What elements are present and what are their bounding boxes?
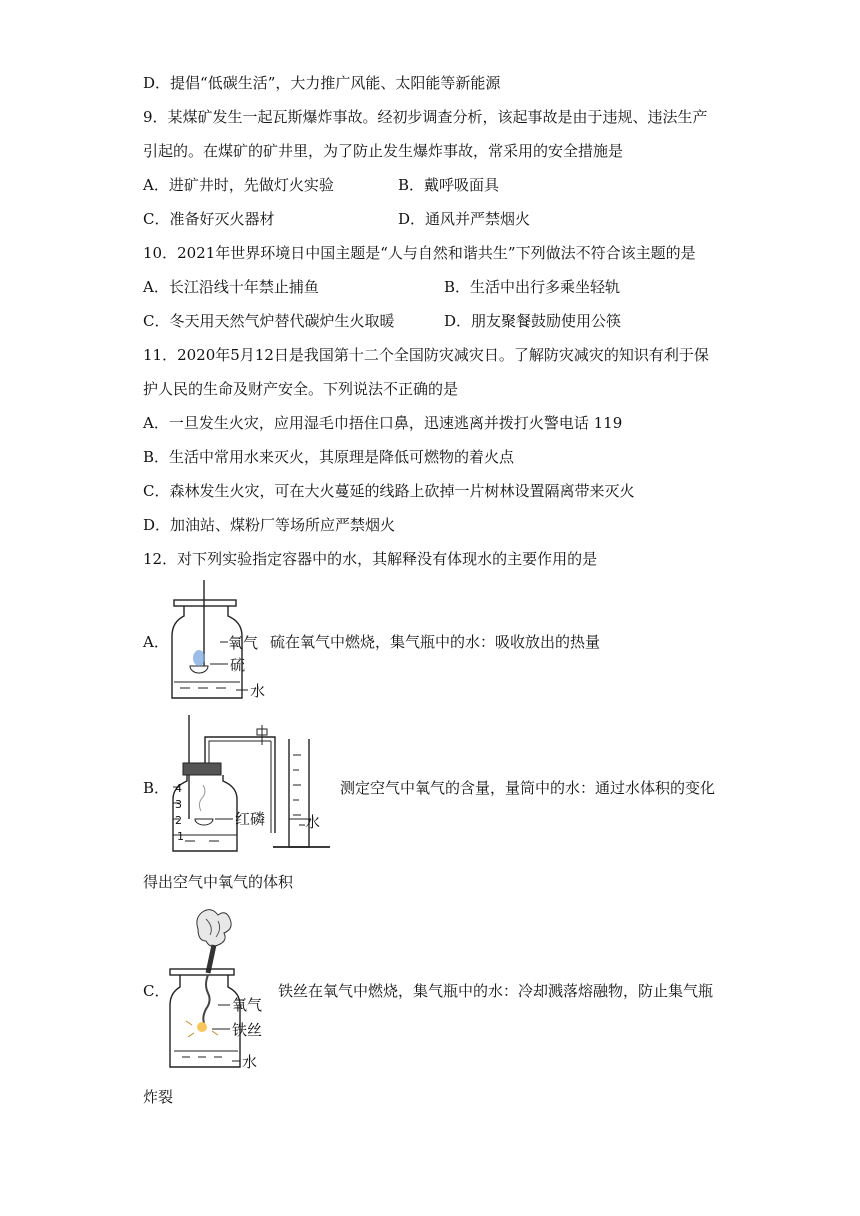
q10-option-d: D．朋友聚餐鼓励使用公筷 <box>444 312 622 330</box>
q11-stem-line-1: 11．2020年5月12日是我国第十二个全国防灾减灾日。了解防灾减灾的知识有利于保 <box>143 346 709 364</box>
iron-fig-label-water: 水 <box>242 1053 258 1071</box>
q9-option-c: C．准备好灭火器材 <box>143 210 275 228</box>
scale-label-3: 3 <box>175 798 182 811</box>
q10-stem: 10．2021年世界环境日中国主题是“人与自然和谐共生”下列做法不符合该主题的是 <box>143 244 696 262</box>
q12-option-a-text: 硫在氧气中燃烧，集气瓶中的水：吸收放出的热量 <box>270 633 601 651</box>
scale-label-4: 4 <box>175 782 182 795</box>
q12-stem: 12．对下列实验指定容器中的水，其解释没有体现水的主要作用的是 <box>143 550 598 568</box>
q11-option-a: A．一旦发生火灾，应用湿毛巾捂住口鼻，迅速逃离并拨打火警电话 119 <box>143 414 623 432</box>
q9-option-b: B．戴呼吸面具 <box>398 176 500 194</box>
q9-option-a: A．进矿井时，先做灯火实验 <box>143 176 334 194</box>
sulfur-fig-label-water: 水 <box>250 682 266 700</box>
sulfur-fig-label-oxygen: 氧气 <box>228 634 259 652</box>
phosphorus-oxygen-figure <box>165 715 335 860</box>
q12-option-c-text-line-2: 炸裂 <box>143 1088 174 1106</box>
q12-option-b-text-line-2: 得出空气中氧气的体积 <box>143 873 294 891</box>
scale-label-1: 1 <box>177 830 184 843</box>
q12-option-c-letter: C． <box>143 982 170 1000</box>
iron-burning-figure <box>168 905 278 1075</box>
q12-option-a-letter: A． <box>143 633 169 651</box>
q12-option-c-text-line-1: 铁丝在氧气中燃烧，集气瓶中的水：冷却溅落熔融物，防止集气瓶 <box>278 982 714 1000</box>
q11-option-b: B．生活中常用水来灭火，其原理是降低可燃物的着火点 <box>143 448 515 466</box>
q11-stem-line-2: 护人民的生命及财产安全。下列说法不正确的是 <box>143 380 459 398</box>
phosphorus-fig-label-red-phosphorus: 红磷 <box>235 810 266 828</box>
q10-option-b: B．生活中出行多乘坐轻轨 <box>444 278 621 296</box>
q9-stem-line-1: 9．某煤矿发生一起瓦斯爆炸事故。经初步调查分析，该起事故是由于违规、违法生产 <box>143 108 708 126</box>
q11-option-c: C．森林发生火灾，可在大火蔓延的线路上砍掉一片树林设置隔离带来灭火 <box>143 482 635 500</box>
sulfur-fig-label-sulfur: 硫 <box>230 656 246 674</box>
q10-option-c: C．冬天用天然气炉替代碳炉生火取暖 <box>143 312 395 330</box>
q10-option-a: A．长江沿线十年禁止捕鱼 <box>143 278 319 296</box>
iron-fig-label-iron-wire: 铁丝 <box>232 1021 263 1039</box>
q12-option-b-text-line-1: 测定空气中氧气的含量，量筒中的水：通过水体积的变化 <box>340 779 716 797</box>
scale-label-2: 2 <box>175 814 182 827</box>
sulfur-burning-figure <box>170 578 270 704</box>
q9-option-d: D．通风并严禁烟火 <box>398 210 531 228</box>
q8-option-d: D．提倡“低碳生活”，大力推广风能、太阳能等新能源 <box>143 74 501 92</box>
q9-stem-line-2: 引起的。在煤矿的矿井里，为了防止发生爆炸事故，常采用的安全措施是 <box>143 142 624 160</box>
iron-fig-label-oxygen: 氧气 <box>232 996 263 1014</box>
q12-option-b-letter: B． <box>143 779 170 797</box>
q11-option-d: D．加油站、煤粉厂等场所应严禁烟火 <box>143 516 396 534</box>
phosphorus-fig-label-water: 水 <box>305 813 321 831</box>
